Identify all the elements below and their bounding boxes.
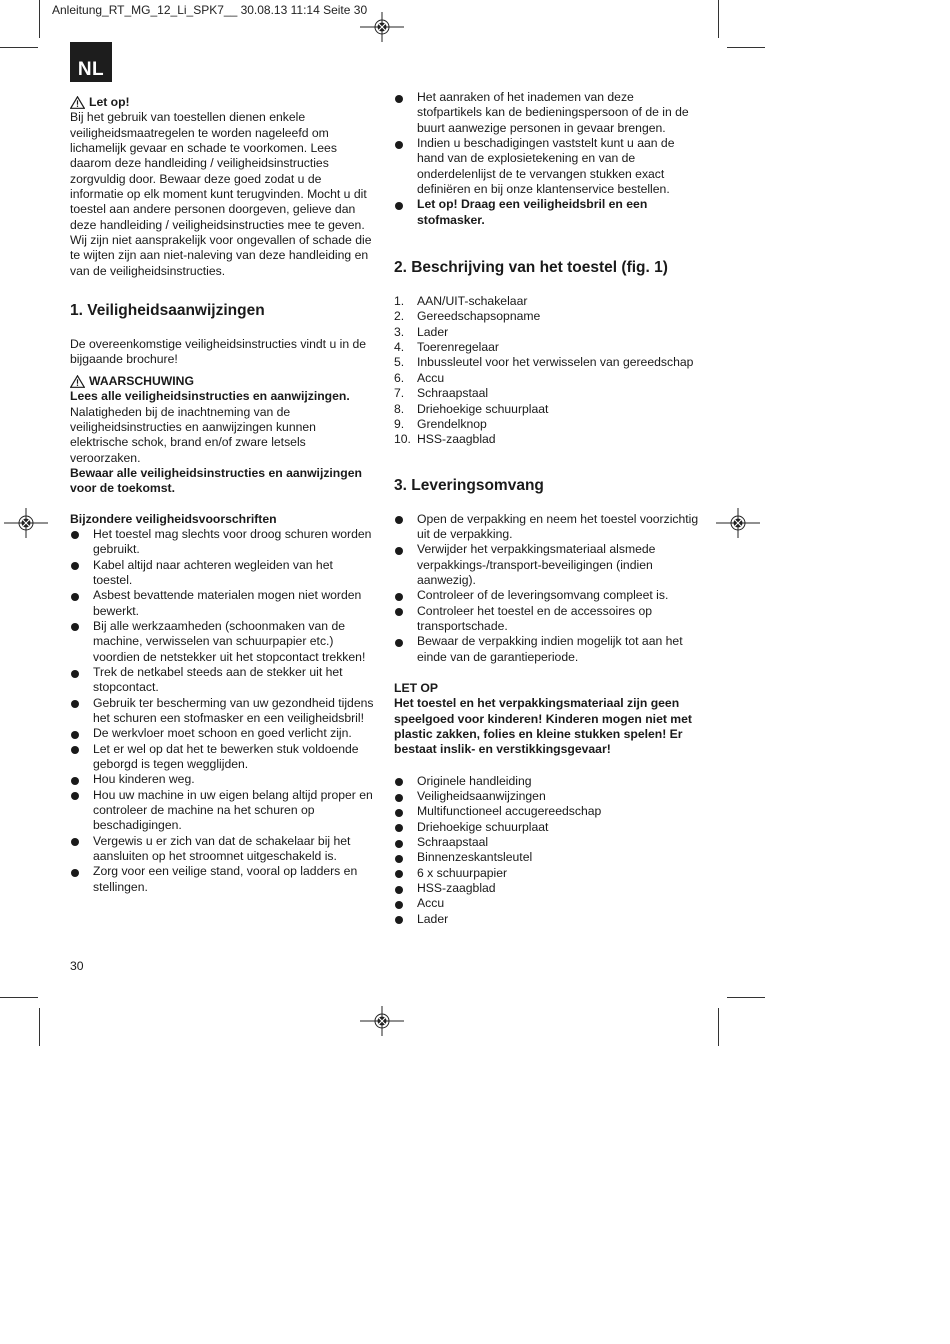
special-regulations-title: Bijzondere veiligheidsvoorschriften <box>70 511 277 526</box>
list-item: 5. Inbussleutel voor het verwisselen van gereedschap <box>394 355 694 370</box>
list-item: 1. AAN/UIT-schakelaar <box>394 294 528 309</box>
bullet-icon <box>395 639 403 647</box>
bullet-icon <box>395 95 403 103</box>
contents-list <box>394 774 699 927</box>
bullet-icon <box>71 623 79 631</box>
bullet-icon <box>395 840 403 848</box>
list-item: Multifunctioneel accugereedschap <box>394 804 699 819</box>
list-item: Bij alle werkzaamheden (schoonmaken van de machine, verwisselen van schuurpapier etc.) voordien de netstekker uit het stopcontact trekken! <box>70 619 375 665</box>
bullet-icon <box>71 700 79 708</box>
list-item: Vergewis u er zich van dat de schakelaar bij het aansluiten op het stroomnet uitgeschakeld is. <box>70 834 375 865</box>
warning-heading <box>70 374 375 389</box>
bullet-icon <box>395 608 403 616</box>
bullet-icon <box>71 838 79 846</box>
crop-mark <box>727 47 765 48</box>
list-item: Gebruik ter bescherming van uw gezondheid tijdens het schuren een stofmasker en een veiligheidsbril! <box>70 696 375 727</box>
section-3-title: 3. Leveringsomvang <box>394 476 544 494</box>
list-item: 3. Lader <box>394 324 449 339</box>
warning-label: WAARSCHUWING <box>89 373 194 388</box>
bullet-icon <box>395 794 403 802</box>
warning-triangle-icon <box>70 96 85 109</box>
language-badge: NL <box>70 42 112 82</box>
list-item: 8. Driehoekige schuurplaat <box>394 401 549 416</box>
list-item: 7. Schraapstaal <box>394 386 489 401</box>
bullet-icon <box>71 562 79 570</box>
registration-mark-icon <box>4 508 48 538</box>
bullet-icon <box>71 593 79 601</box>
warning-keep-text: Bewaar alle veiligheidsinstructies en aanwijzingen voor de toekomst. <box>70 465 362 496</box>
list-item: 4. Toerenregelaar <box>394 340 499 355</box>
list-item: Het toestel mag slechts voor droog schuren worden gebruikt. <box>70 527 375 558</box>
bullet-icon <box>395 809 403 817</box>
list-item: Hou uw machine in uw eigen belang altijd proper en controleer de machine na het schuren op beschadigingen. <box>70 788 375 834</box>
list-item: Binnenzeskantsleutel <box>394 850 699 865</box>
caution-label: Let op! <box>89 95 130 109</box>
bullet-icon <box>395 141 403 149</box>
delivery-steps-list <box>394 512 699 665</box>
list-item: Trek de netkabel steeds aan de stekker uit het stopcontact. <box>70 665 375 696</box>
print-slug: Anleitung_RT_MG_12_Li_SPK7__ 30.08.13 11:14 Seite 30 <box>52 3 368 17</box>
list-item: Originele handleiding <box>394 774 699 789</box>
list-item: 6 x schuurpapier <box>394 866 699 881</box>
bullet-icon <box>71 869 79 877</box>
list-item: Veiligheidsaanwijzingen <box>394 789 699 804</box>
list-item: Het aanraken of het inademen van deze stofpartikels kan de bedieningspersoon of de in de buurt aanwezige personen in gevaar brengen. <box>394 90 699 136</box>
list-item: Bewaar de verpakking indien mogelijk tot aan het einde van de garantieperiode. <box>394 634 699 665</box>
crop-mark <box>39 1008 40 1046</box>
bullet-icon <box>395 870 403 878</box>
list-item: Indien u beschadigingen vaststelt kunt u aan de hand van de explosietekening en van de onderdelenlijst de te vervangen stukken exact definiëren en bij onze klantenservice bestellen. <box>394 136 699 197</box>
crop-mark <box>0 47 38 48</box>
list-item: 9. Grendelknop <box>394 416 487 431</box>
caution-heading <box>70 95 375 110</box>
bullet-icon <box>395 855 403 863</box>
bullet-icon <box>395 886 403 894</box>
registration-mark-icon <box>360 12 404 42</box>
list-item: 6. Accu <box>394 370 445 385</box>
bullet-icon <box>395 901 403 909</box>
crop-mark <box>727 997 765 998</box>
list-item: 10. HSS-zaagblad <box>394 432 496 447</box>
bullet-icon <box>71 792 79 800</box>
list-item: Open de verpakking en neem het toestel voorzichtig uit de verpakking. <box>394 512 699 543</box>
list-item: Let op! Draag een veiligheidsbril en een stofmasker. <box>394 197 699 228</box>
list-item: Kabel altijd naar achteren wegleiden van het toestel. <box>70 558 375 589</box>
bullet-icon <box>71 670 79 678</box>
warning-text: Nalatigheden bij de inachtneming van de veiligheidsinstructies en aanwijzingen kunnen elektrische schok, brand en/of zware letsels veroorzaken. <box>70 404 316 465</box>
bullet-icon <box>71 531 79 539</box>
bullet-icon <box>71 777 79 785</box>
list-item: Asbest bevattende materialen mogen niet worden bewerkt. <box>70 588 375 619</box>
bullet-icon <box>395 778 403 786</box>
bullet-icon <box>395 516 403 524</box>
bullet-icon <box>395 824 403 832</box>
list-item: Zorg voor een veilige stand, vooral op ladders en stellingen. <box>70 864 375 895</box>
letop-text: Het toestel en het verpakkingsmateriaal zijn geen speelgoed voor kinderen! Kinderen mogen niet met plastic zakken, folies en kleine stukken spelen! Er bestaat inslik- en verstikkingsgevaar! <box>394 696 692 757</box>
left-column <box>70 95 375 895</box>
list-item: Verwijder het verpakkingsmateriaal alsmede verpakkings-/transport-beveiligingen (indien aanwezig). <box>394 542 699 588</box>
list-item: 2. Gereedschapsopname <box>394 309 541 324</box>
list-item: HSS-zaagblad <box>394 881 699 896</box>
bullet-icon <box>395 202 403 210</box>
crop-mark <box>718 0 719 38</box>
registration-mark-icon <box>716 508 760 538</box>
bullet-icon <box>395 916 403 924</box>
bullet-icon <box>71 746 79 754</box>
section-1-title: 1. Veiligheidsaanwijzingen <box>70 302 265 320</box>
crop-mark <box>718 1008 719 1046</box>
list-item: Schraapstaal <box>394 835 699 850</box>
list-item: Accu <box>394 896 699 911</box>
registration-mark-icon <box>360 1006 404 1036</box>
section-1-text: De overeenkomstige veiligheidsinstructies vindt u in de bijgaande brochure! <box>70 337 367 367</box>
page-number: 30 <box>70 959 84 973</box>
bullet-icon <box>395 547 403 555</box>
list-item: Lader <box>394 912 699 927</box>
bullet-icon <box>71 731 79 739</box>
list-item: De werkvloer moet schoon en goed verlicht zijn. <box>70 726 375 741</box>
warning-triangle-icon <box>70 375 85 388</box>
intro-paragraph: Bij het gebruik van toestellen dienen enkele veiligheidsmaatregelen te worden nageleefd om lichamelijk gevaar en schade te voorkomen. Lees daarom deze handleiding / veiligheidsinstructies zorgvuldig door. Bewaar deze goed zodat u de informatie op elk moment kunt terugvinden. Mocht u dit toestel aan andere personen doorgeven, gelieve dan deze handleiding / veiligheidsinstructies mee te geven. Wij zijn niet aansprakelijk voor ongevallen of schade die te wijten zijn aan niet-naleving van deze handleiding en van de veiligheidsinstructies. <box>70 110 372 278</box>
list-item: Controleer het toestel en de accessoires op transportschade. <box>394 604 699 635</box>
list-item: Hou kinderen weg. <box>70 772 375 787</box>
crop-mark <box>39 0 40 38</box>
parts-list <box>394 294 699 447</box>
special-regulations-list <box>70 527 375 895</box>
right-column <box>394 90 699 927</box>
list-item: Driehoekige schuurplaat <box>394 820 699 835</box>
crop-mark <box>0 997 38 998</box>
dust-warning-list <box>394 90 699 228</box>
section-2-title: 2. Beschrijving van het toestel (fig. 1) <box>394 259 668 277</box>
warning-bold-text: Lees alle veiligheidsinstructies en aanwijzingen. <box>70 389 350 404</box>
list-item: Controleer of de leveringsomvang compleet is. <box>394 588 699 603</box>
list-item: Let er wel op dat het te bewerken stuk voldoende geborgd is tegen wegglijden. <box>70 742 375 773</box>
letop-title: LET OP <box>394 680 439 695</box>
bullet-icon <box>395 593 403 601</box>
